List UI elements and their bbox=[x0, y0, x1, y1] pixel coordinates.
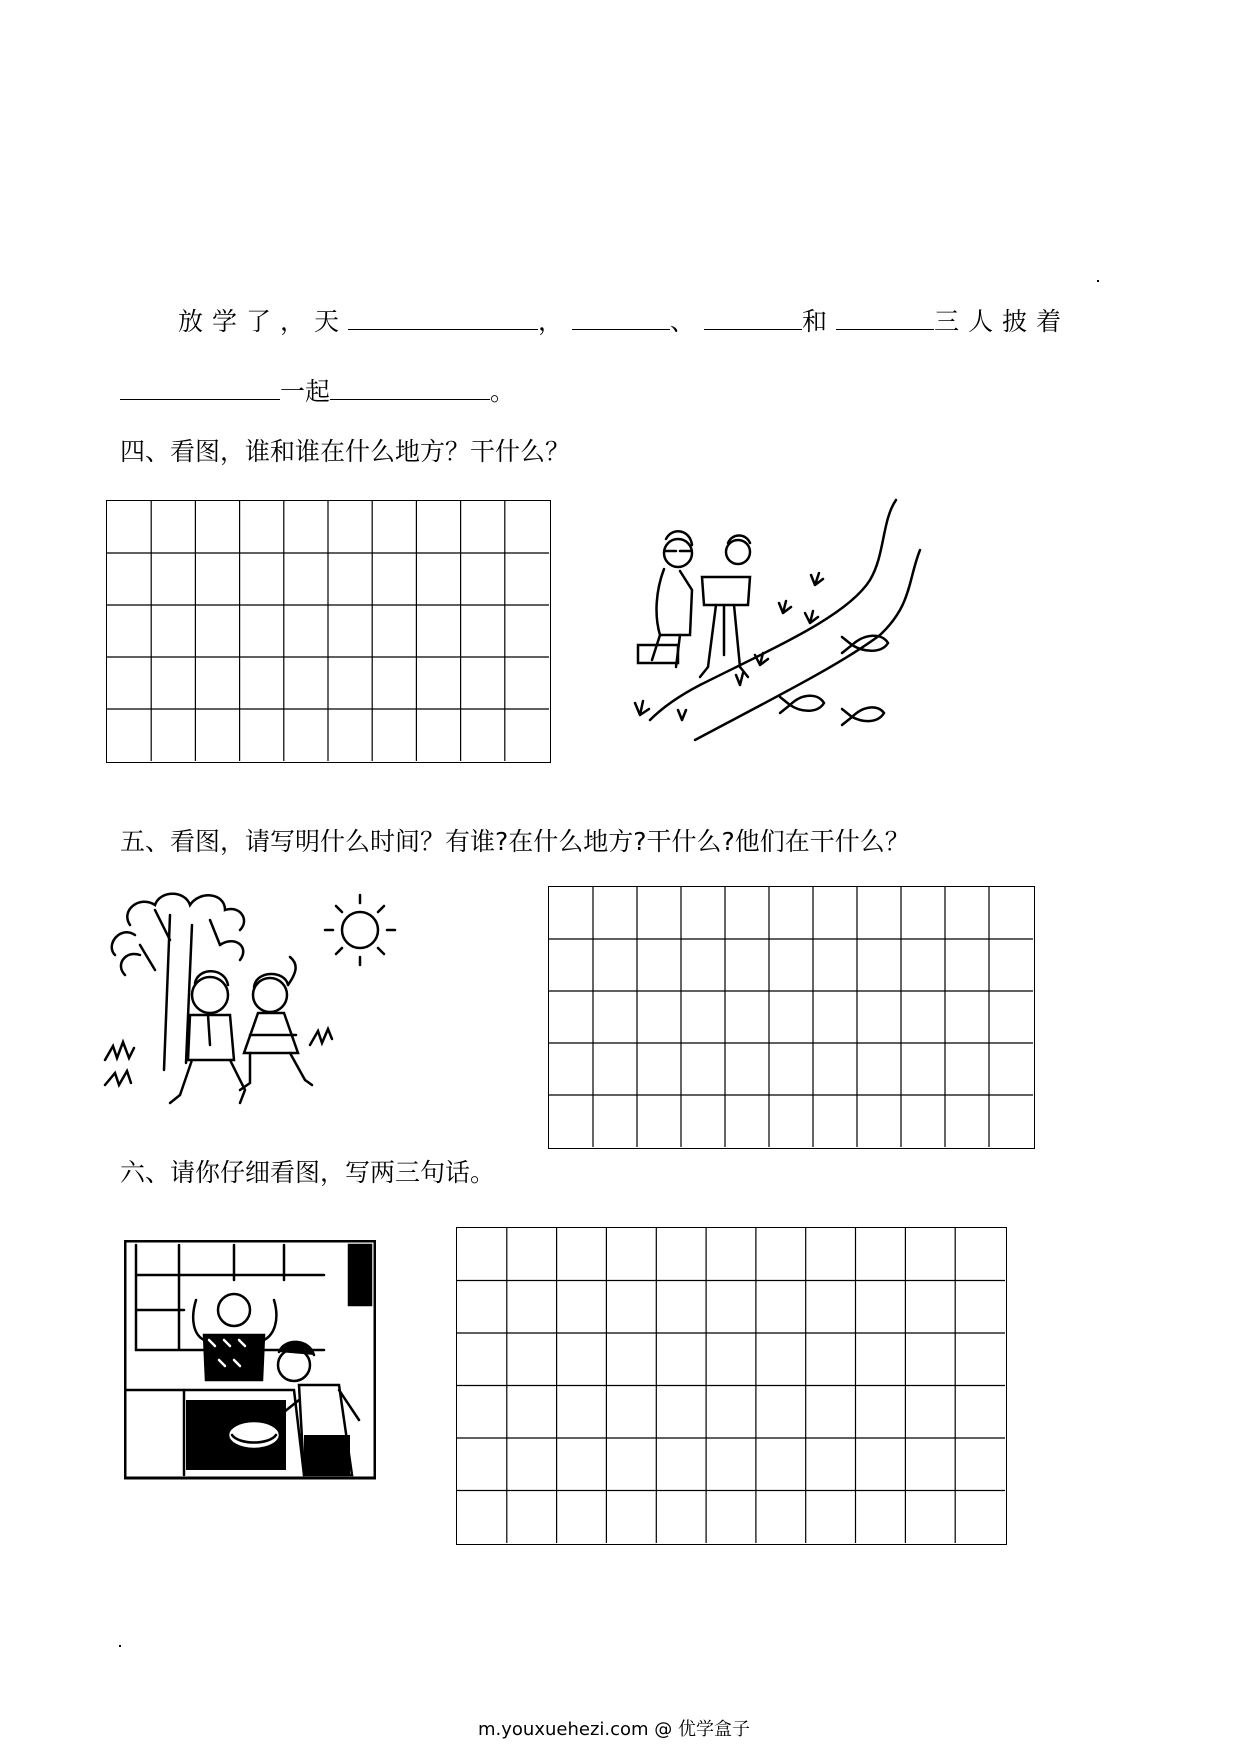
fill-in-text-end: 三人披着 bbox=[934, 307, 1071, 336]
writing-grid-4[interactable] bbox=[106, 500, 551, 763]
blank-weather[interactable] bbox=[348, 307, 538, 330]
blank-person-3[interactable] bbox=[836, 307, 934, 330]
children-washing-at-table-icon bbox=[124, 1240, 376, 1480]
blank-person-2[interactable] bbox=[704, 307, 802, 330]
blank-person-1[interactable] bbox=[572, 307, 670, 330]
fill-in-and: 和 bbox=[802, 307, 837, 336]
boy-and-girl-sitting-under-tree-icon bbox=[100, 885, 400, 1125]
grid-lines-5 bbox=[549, 887, 1033, 1147]
section-4-title: 四、看图，谁和谁在什么地方？干什么？ bbox=[120, 437, 571, 466]
fill-in-together: 一起 bbox=[280, 377, 331, 406]
section-5-title: 五、看图，请写明什么时间？有谁?在什么地方?干什么?他们在干什么？ bbox=[120, 827, 910, 856]
stray-mark bbox=[119, 1645, 121, 1647]
grid-lines-4 bbox=[107, 501, 549, 761]
artist-and-child-drawing-by-river-icon bbox=[620, 495, 930, 745]
fill-in-text-start: 放学了，天 bbox=[178, 307, 349, 336]
fill-in-pause: 、 bbox=[670, 307, 705, 336]
section-6-title: 六、请你仔细看图，写两三句话。 bbox=[120, 1158, 496, 1187]
fill-in-line-2 bbox=[120, 377, 515, 407]
grid-lines-6 bbox=[457, 1228, 1005, 1543]
fill-in-period: 。 bbox=[490, 377, 516, 406]
fill-in-comma: ， bbox=[538, 307, 573, 336]
writing-grid-5[interactable] bbox=[548, 886, 1035, 1149]
footer-watermark: m.youxuehezi.com @ 优学盒子 bbox=[478, 1719, 751, 1740]
writing-grid-6[interactable] bbox=[456, 1227, 1007, 1545]
blank-item[interactable] bbox=[120, 377, 280, 400]
stray-mark bbox=[1097, 280, 1099, 282]
fill-in-line-1 bbox=[178, 307, 1070, 337]
blank-activity[interactable] bbox=[330, 377, 490, 400]
